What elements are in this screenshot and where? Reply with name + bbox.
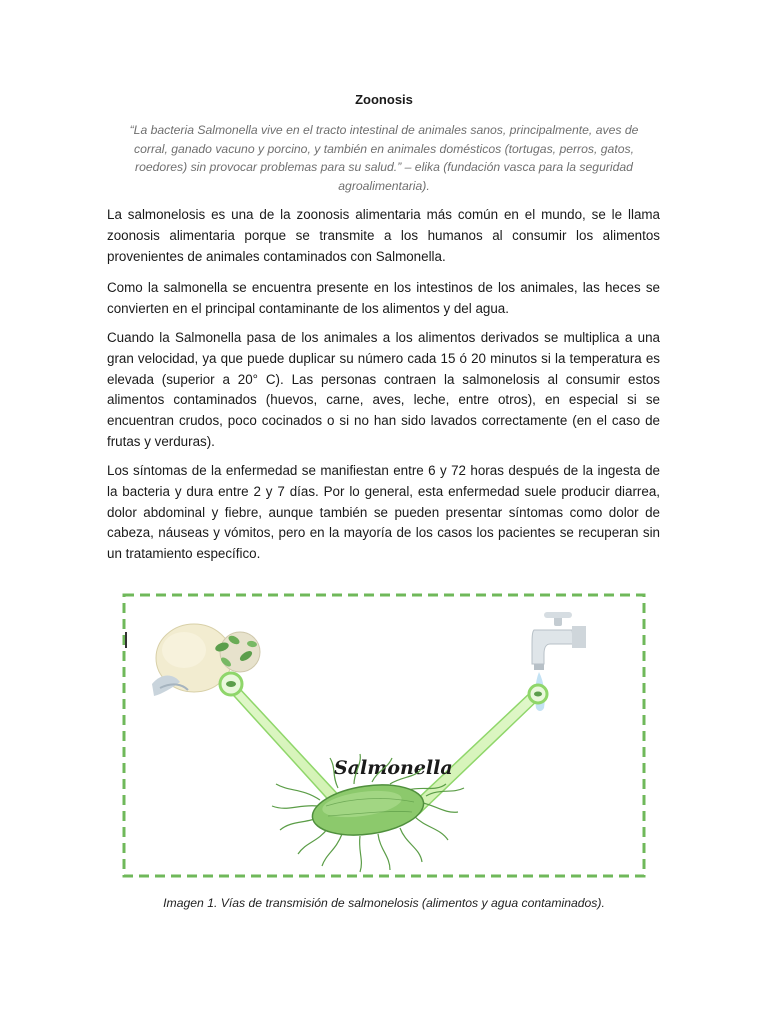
paragraph-2: Como la salmonella se encuentra presente en los intestinos de los animales, las heces se convierten en el principal contaminante de los alimentos y del agua. [107,280,660,316]
epigraph-quote: “La bacteria Salmonella vive en el tracto intestinal de animales sanos, principalmente, aves de corral, ganado vacuno y porcino, y también en animales domésticos (tortugas, perros, gatos, roedores) sin provocar problemas para su salud.” – elika (fundación vasca para la seguridad agroalimentaria). [129,123,639,193]
transmission-beam-right [410,692,542,814]
paragraph-1: La salmonelosis es una de la zoonosis alimentaria más común en el mundo, se le llama zoonosis alimentaria porque se transmite a los humanos al consumir los alimentos provenientes de animales contaminados con Salmonella. [107,207,660,264]
paragraph-4: Los síntomas de la enfermedad se manifiestan entre 6 y 72 horas después de la ingesta de la bacteria y dura entre 2 y 7 días. Por lo general, esta enfermedad suele producir diarrea, dolor abdominal y fiebre, aunque también se pueden presentar síntomas como dolor de cabeza, náuseas y vómitos, pero en la mayoría de los casos los pacientes se recuperan sin un tratamiento específico. [107,463,660,562]
magnifier-icon-right [529,685,547,703]
paragraph-3: Cuando la Salmonella pasa de los animales a los alimentos derivados se multiplica a una gran velocidad, ya que puede duplicar su número cada 15 ó 20 minutos si la temperatura es elevada (superior a 20° C). Las personas contraen la salmonelosis al consumir estos alimentos contaminados (huevos, carne, aves, leche, entre otros), en especial si se encuentran crudos, poco cocinados o si no han sido lavados correctamente (en el caso de frutas y verduras). [107,330,660,449]
transmission-figure [122,592,646,879]
food-icon [152,624,260,696]
salmonella-label: Salmonella [334,757,453,779]
cursor-mark [125,632,127,648]
figure-illustration [122,592,646,879]
figure-caption: Imagen 1. Vías de transmisión de salmonelosis (alimentos y agua contaminados). [163,896,605,910]
magnifier-icon [220,673,242,695]
page-title: Zoonosis [355,92,413,107]
